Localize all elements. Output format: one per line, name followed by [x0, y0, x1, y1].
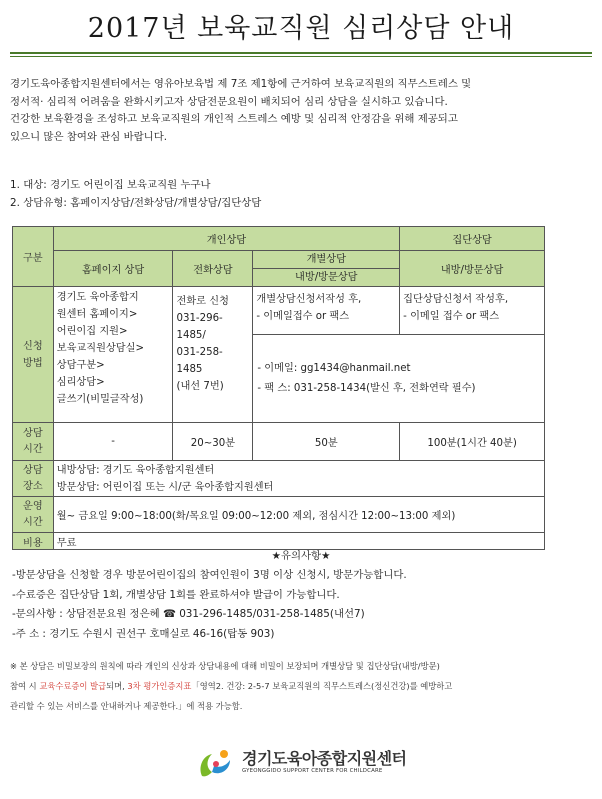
certificate-highlight: 교육수료증이 발급 [39, 681, 107, 691]
place-line: 방문상담: 어린이집 또는 시/군 육아종합지원센터 [56, 481, 274, 493]
page-title: 2017년 보육교직원 심리상담 안내 [87, 13, 515, 44]
target-item: 1. 대상: 경기도 어린이집 보육교직원 누구나 [10, 179, 211, 191]
header-group: 집단상담 [400, 227, 545, 251]
apply-individual-line: 개별상담신청서작성 후, [256, 294, 362, 305]
apply-phone-line: 전화로 신청 [176, 296, 229, 307]
apply-group-line: 집단상담신청서 작성후, [403, 294, 509, 305]
apply-homepage-cell [53, 287, 173, 423]
header-gubun: 구분 [13, 227, 54, 287]
logo-korean-name: 경기도육아종합지원센터 [242, 749, 407, 768]
apply-phone-line: 1485/ [176, 330, 206, 341]
header-individual-visit-top: 개별상담 [253, 252, 399, 269]
apply-phone-line: 031-296- [176, 313, 223, 324]
time-homepage: - [53, 423, 173, 461]
note-item: -수료증은 집단상담 1회, 개별상담 1회를 완료하셔야 발급이 가능합니다. [12, 588, 340, 601]
intro-line: 있으니 많은 참여와 관심 바랍니다. [10, 130, 168, 143]
row-label-apply: 신청 방법 [13, 287, 54, 423]
apply-homepage-line: 심리상담> [56, 377, 105, 388]
email-contact: - 이메일: gg1434@hanmail.net [257, 362, 411, 374]
logo-english-name: GYEONGGIDO SUPPORT CENTER FOR CHILDCARE [242, 768, 383, 774]
footnote-text: 참여 시 [10, 681, 40, 691]
footnote-line: ※ 본 상담은 비밀보장의 원칙에 따라 개인의 신상과 상담내용에 대해 비밀이 보장되며 개별상담 및 집단상담(내방/방문) [10, 661, 440, 671]
header-individual: 개인상담 [53, 227, 399, 251]
note-item: -주 소 : 경기도 수원시 권선구 호매실로 46-16(탑동 903) [12, 627, 275, 640]
apply-group-cell [400, 287, 545, 335]
row-label-place: 상담 장소 [13, 461, 54, 497]
apply-homepage-line: 경기도 육아종합지 [56, 292, 139, 303]
row-label-fee: 비용 [13, 533, 54, 550]
apply-phone-line: 031-258- [176, 347, 223, 358]
header-individual-visit [253, 251, 400, 287]
apply-group-line: - 이메일 접수 or 팩스 [403, 311, 500, 322]
header-group-visit: 내방/방문상담 [400, 251, 545, 287]
place-cell [53, 461, 544, 497]
time-individual: 50분 [253, 423, 400, 461]
fee-cell: 무료 [53, 533, 544, 550]
footnote-line [10, 676, 595, 696]
apply-homepage-line: 보육교직원상담실> [56, 343, 144, 354]
footnote-text: 「영역2. 건강: 2-5-7 보육교직원의 직무스트레스(정신건강)를 예방하고 [191, 681, 453, 691]
apply-homepage-line: 어린이집 지원> [56, 326, 128, 337]
apply-phone-cell [173, 287, 253, 423]
apply-phone-line: (내선 7번) [176, 381, 224, 392]
footnote-text: 되며, [106, 681, 128, 691]
apply-individual-line: - 이메일접수 or 팩스 [256, 311, 350, 322]
intro-line: 경기도육아종합지원센터에서는 영유아보육법 제 7조 제1항에 근거하여 보육교직원의 직무스트레스 및 [10, 78, 472, 90]
header-homepage: 홈페이지 상담 [53, 251, 173, 287]
note-item: -방문상담을 신청할 경우 방문어린이집의 참여인원이 3명 이상 신청시, 방문가능합니다. [12, 569, 407, 581]
intro-line: 건강한 보육환경을 조성하고 보육교직원의 개인적 스트레스 예방 및 심리적 안정감을 위해 제공되고 [10, 113, 458, 126]
hours-cell: 월~ 금요일 9:00~18:00(화/목요일 09:00~12:00 제외, 점심시간 12:00~13:00 제외) [53, 497, 544, 533]
note-item: -문의사항 : 상담전문요원 정은혜 ☎ 031-296-1485/031-258-1485(내선7) [12, 608, 365, 621]
apply-homepage-line: 상담구분> [56, 360, 105, 371]
time-group: 100분(1시간 40분) [400, 423, 545, 461]
apply-homepage-line: 글쓰기(비밀글작성) [56, 394, 144, 405]
center-logo [196, 744, 416, 784]
footnote-line: 관리할 수 있는 서비스를 안내하거나 제공한다.」에 적용 가능함. [10, 701, 243, 711]
title-divider [10, 52, 592, 57]
intro-paragraph [10, 76, 594, 146]
caution-title: ★유의사항★ [271, 550, 331, 562]
counseling-table [12, 226, 545, 550]
header-individual-visit-bottom: 내방/방문상담 [295, 271, 358, 283]
header-phone: 전화상담 [173, 251, 253, 287]
apply-individual-cell [253, 287, 400, 335]
intro-line: 정서적· 심리적 어려움을 완화시키고자 상담전문요원이 배치되어 심리 상담을 실시하고 있습니다. [10, 95, 448, 108]
accreditation-highlight: 3차 평가인증지표 [127, 681, 192, 691]
apply-contact-cell [253, 335, 545, 423]
row-label-time: 상담 시간 [13, 423, 54, 461]
time-phone: 20~30분 [173, 423, 253, 461]
place-line: 내방상담: 경기도 육아종합지원센터 [56, 464, 215, 476]
info-list [10, 176, 594, 212]
apply-phone-line: 1485 [176, 364, 203, 375]
notes-list [12, 566, 596, 644]
logo-mark-icon [196, 746, 236, 782]
row-label-hours: 운영 시간 [13, 497, 54, 533]
fax-contact: - 팩 스: 031-258-1434(발신 후, 전화연락 필수) [257, 382, 476, 394]
type-item: 2. 상담유형: 홈페이지상담/전화상담/개별상담/집단상담 [10, 197, 262, 209]
apply-homepage-line: 원센터 홈페이지> [56, 309, 138, 320]
footnote [10, 656, 595, 716]
